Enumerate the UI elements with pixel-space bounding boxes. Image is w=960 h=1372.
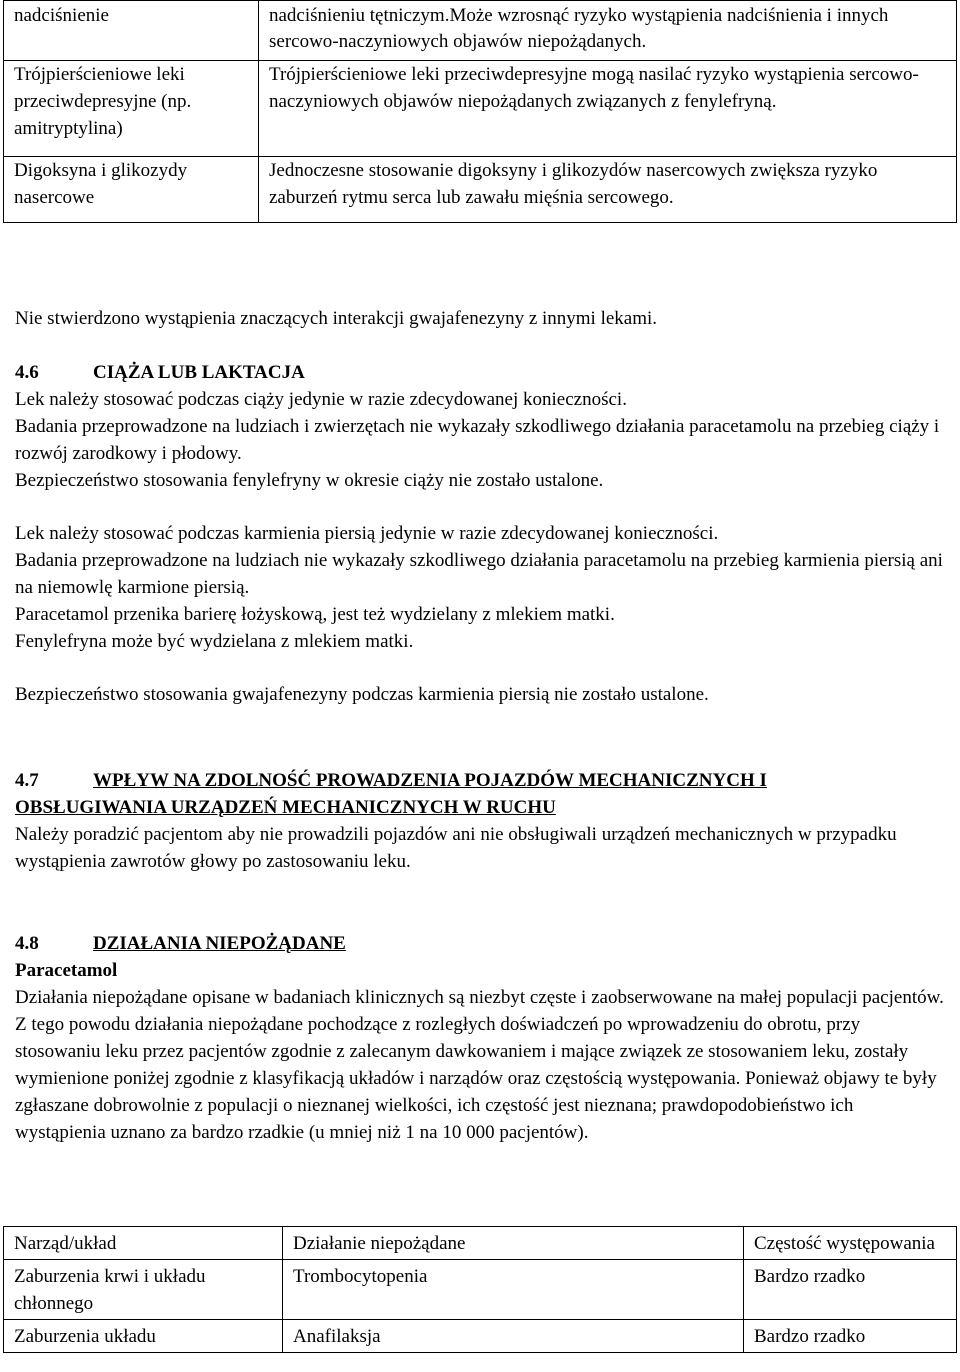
- section-number: 4.8: [15, 933, 39, 954]
- table-cell: Bardzo rzadko: [744, 1260, 957, 1320]
- paragraph: Lek należy stosować podczas karmienia piersią jedynie w razie zdecydowanej konieczności.: [15, 523, 719, 544]
- table-row: [4, 1320, 957, 1353]
- drug-cell: Digoksyna i glikozydy nasercowe: [4, 157, 259, 223]
- effect-cell: Trójpierścieniowe leki przeciwdepresyjne mogą nasilać ryzyko wystąpienia sercowo-naczyniowych objawów niepożądanych związanych z fenylefryną.: [259, 61, 957, 157]
- section-4-6: [15, 359, 945, 708]
- drug-cell: Trójpierścieniowe leki przeciwdepresyjne (np. amitryptylina): [4, 61, 259, 157]
- interactions-table: [3, 0, 957, 223]
- table-row: [4, 1260, 957, 1320]
- header-cell: Narząd/układ: [4, 1227, 283, 1260]
- table-row: [4, 61, 957, 157]
- paragraph: Bezpieczeństwo stosowania fenylefryny w okresie ciąży nie zostało ustalone.: [15, 470, 604, 491]
- drug-cell: nadciśnienie: [4, 1, 259, 61]
- table-header-row: [4, 1227, 957, 1260]
- table-row: [4, 157, 957, 223]
- subsection-title: Paracetamol: [15, 960, 118, 981]
- section-heading: [15, 930, 945, 957]
- effect-cell: nadciśnieniu tętniczym.Może wzrosnąć ryzyko wystąpienia nadciśnienia i innych sercowo-naczyniowych objawów niepożądanych.: [259, 1, 957, 61]
- table-cell: Bardzo rzadko: [744, 1320, 957, 1353]
- paragraph: Nie stwierdzono wystąpienia znaczących interakcji gwajafenezyny z innymi lekami.: [15, 308, 658, 329]
- table-cell: Zaburzenia układu: [4, 1320, 283, 1353]
- section-heading: [15, 359, 945, 386]
- section-number: 4.7: [15, 770, 39, 791]
- paragraph: Badania przeprowadzone na ludziach nie wykazały szkodliwego działania paracetamolu na przebieg karmienia piersią ani na niemowlę karmione piersią.: [15, 550, 943, 598]
- section-heading: [15, 767, 945, 794]
- paragraph: Fenylefryna może być wydzielana z mlekiem matki.: [15, 631, 414, 652]
- table-cell: Zaburzenia krwi i układu chłonnego: [4, 1260, 283, 1320]
- header-cell: Częstość występowania: [744, 1227, 957, 1260]
- effect-cell: Jednoczesne stosowanie digoksyny i glikozydów nasercowych zwiększa ryzyko zaburzeń rytmu serca lub zawału mięśnia sercowego.: [259, 157, 957, 223]
- section-title-continued: OBSŁUGIWANIA URZĄDZEŃ MECHANICZNYCH W RUCHU: [15, 797, 556, 818]
- header-cell: Działanie niepożądane: [283, 1227, 744, 1260]
- interactions-note: [15, 305, 945, 332]
- section-number: 4.6: [15, 362, 39, 383]
- table-row: [4, 1, 957, 61]
- paragraph: Bezpieczeństwo stosowania gwajafenezyny podczas karmienia piersią nie zostało ustalone.: [15, 684, 709, 705]
- paragraph: Lek należy stosować podczas ciąży jedynie w razie zdecydowanej konieczności.: [15, 389, 627, 410]
- section-title: DZIAŁANIA NIEPOŻĄDANE: [93, 933, 346, 954]
- adverse-effects-table: [3, 1226, 957, 1353]
- paragraph: Paracetamol przenika barierę łożyskową, jest też wydzielany z mlekiem matki.: [15, 604, 615, 625]
- section-title: WPŁYW NA ZDOLNOŚĆ PROWADZENIA POJAZDÓW MECHANICZNYCH I: [93, 770, 767, 791]
- section-4-8: [15, 930, 945, 1146]
- paragraph: Badania przeprowadzone na ludziach i zwierzętach nie wykazały szkodliwego działania paracetamolu na przebieg ciąży i rozwój zarodkowy i płodowy.: [15, 416, 940, 464]
- section-4-7: [15, 767, 945, 875]
- paragraph: Działania niepożądane opisane w badaniach klinicznych są niezbyt częste i zaobserwowane na małej populacji pacjentów. Z tego powodu działania niepożądane pochodzące z rozległych doświadczeń po wprowadzeniu do obrotu, przy stosowaniu leku przez pacjentów zgodnie z zalecanym dawkowaniem i mające związek ze stosowaniem leku, zostały wymienione poniżej zgodnie z klasyfikacją układów i narządów oraz częstością występowania. Ponieważ objawy te były zgłaszane dobrowolnie z populacji o nieznanej wielkości, ich częstość jest nieznana; prawdopodobieństwo ich wystąpienia uznano za bardzo rzadkie (u mniej niż 1 na 10 000 pacjentów).: [15, 987, 944, 1143]
- table-cell: Trombocytopenia: [283, 1260, 744, 1320]
- section-title: CIĄŻA LUB LAKTACJA: [93, 362, 305, 383]
- table-cell: Anafilaksja: [283, 1320, 744, 1353]
- paragraph: Należy poradzić pacjentom aby nie prowadzili pojazdów ani nie obsługiwali urządzeń mechanicznych w przypadku wystąpienia zawrotów głowy po zastosowaniu leku.: [15, 824, 897, 872]
